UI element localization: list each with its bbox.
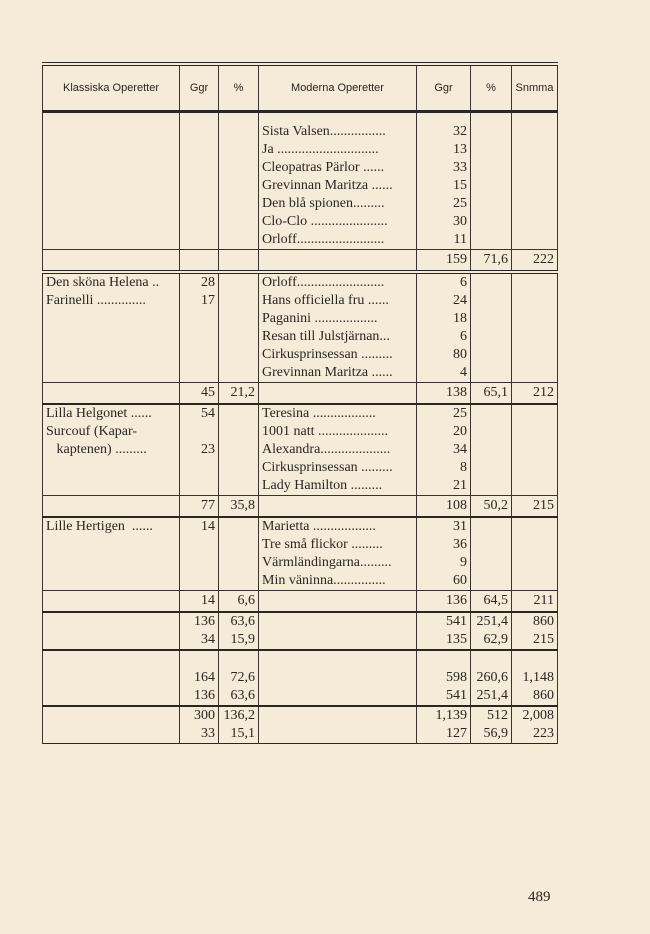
classic-title-cell bbox=[43, 231, 180, 250]
sum-cell bbox=[512, 213, 558, 231]
modern-title-cell: Alexandra.................... bbox=[259, 441, 417, 459]
modern-title-cell bbox=[259, 669, 417, 687]
modern-count-cell: 9 bbox=[417, 554, 471, 572]
header-moderna-operetter: Moderna Operetter bbox=[259, 64, 417, 112]
classic-title-cell bbox=[43, 536, 180, 554]
classic-percent-cell: 35,8 bbox=[219, 496, 259, 518]
modern-percent-cell bbox=[471, 423, 512, 441]
header-percent-moderna: % bbox=[471, 64, 512, 112]
table-header-row bbox=[43, 64, 558, 112]
subtotal-row bbox=[43, 496, 558, 518]
modern-count-cell bbox=[417, 112, 471, 124]
sum-cell: 215 bbox=[512, 631, 558, 650]
classic-percent-cell bbox=[219, 572, 259, 591]
classic-count-cell bbox=[180, 213, 219, 231]
modern-count-cell: 25 bbox=[417, 404, 471, 423]
classic-count-cell: 17 bbox=[180, 292, 219, 310]
modern-title-cell: Orloff......................... bbox=[259, 272, 417, 292]
classic-percent-cell bbox=[219, 554, 259, 572]
classic-title-cell bbox=[43, 310, 180, 328]
modern-percent-cell bbox=[471, 159, 512, 177]
classic-title-cell bbox=[43, 250, 180, 273]
sum-cell: 215 bbox=[512, 496, 558, 518]
table-row bbox=[43, 177, 558, 195]
modern-title-cell bbox=[259, 112, 417, 124]
classic-count-cell: 54 bbox=[180, 404, 219, 423]
modern-percent-cell: 260,6 bbox=[471, 669, 512, 687]
modern-count-cell: 24 bbox=[417, 292, 471, 310]
classic-count-cell bbox=[180, 310, 219, 328]
modern-percent-cell bbox=[471, 364, 512, 383]
modern-percent-cell bbox=[471, 459, 512, 477]
classic-title-cell bbox=[43, 477, 180, 496]
classic-title-cell bbox=[43, 123, 180, 141]
modern-count-cell: 135 bbox=[417, 631, 471, 650]
modern-title-cell: Grevinnan Maritza ...... bbox=[259, 364, 417, 383]
sum-cell: 1,148 bbox=[512, 669, 558, 687]
classic-percent-cell bbox=[219, 195, 259, 213]
modern-count-cell: 13 bbox=[417, 141, 471, 159]
table-row bbox=[43, 687, 558, 706]
sum-cell bbox=[512, 346, 558, 364]
classic-count-cell: 14 bbox=[180, 591, 219, 613]
classic-percent-cell bbox=[219, 310, 259, 328]
modern-percent-cell: 71,6 bbox=[471, 250, 512, 273]
classic-title-cell bbox=[43, 346, 180, 364]
sum-cell bbox=[512, 459, 558, 477]
sum-cell bbox=[512, 123, 558, 141]
classic-percent-cell bbox=[219, 536, 259, 554]
modern-count-cell: 60 bbox=[417, 572, 471, 591]
classic-count-cell bbox=[180, 141, 219, 159]
classic-title-cell bbox=[43, 631, 180, 650]
classic-count-cell: 77 bbox=[180, 496, 219, 518]
classic-percent-cell bbox=[219, 141, 259, 159]
classic-percent-cell: 21,2 bbox=[219, 383, 259, 405]
modern-percent-cell bbox=[471, 650, 512, 669]
modern-title-cell: Cleopatras Pärlor ...... bbox=[259, 159, 417, 177]
classic-percent-cell bbox=[219, 650, 259, 669]
modern-percent-cell bbox=[471, 213, 512, 231]
sum-cell bbox=[512, 517, 558, 536]
modern-title-cell bbox=[259, 250, 417, 273]
sum-cell bbox=[512, 650, 558, 669]
classic-count-cell: 28 bbox=[180, 272, 219, 292]
table-row bbox=[43, 441, 558, 459]
classic-percent-cell bbox=[219, 423, 259, 441]
modern-count-cell: 4 bbox=[417, 364, 471, 383]
classic-title-cell bbox=[43, 364, 180, 383]
classic-percent-cell: 72,6 bbox=[219, 669, 259, 687]
modern-title-cell: Den blå spionen......... bbox=[259, 195, 417, 213]
modern-percent-cell bbox=[471, 141, 512, 159]
modern-title-cell bbox=[259, 631, 417, 650]
classic-percent-cell: 63,6 bbox=[219, 612, 259, 631]
classic-count-cell: 14 bbox=[180, 517, 219, 536]
modern-percent-cell bbox=[471, 292, 512, 310]
modern-title-cell: Värmländingarna......... bbox=[259, 554, 417, 572]
modern-percent-cell bbox=[471, 536, 512, 554]
classic-count-cell bbox=[180, 477, 219, 496]
classic-count-cell: 34 bbox=[180, 631, 219, 650]
modern-title-cell: Marietta .................. bbox=[259, 517, 417, 536]
sum-cell bbox=[512, 423, 558, 441]
header-summa: Snmma bbox=[512, 64, 558, 112]
classic-title-cell: Lille Hertigen ...... bbox=[43, 517, 180, 536]
modern-count-cell: 31 bbox=[417, 517, 471, 536]
modern-percent-cell: 251,4 bbox=[471, 687, 512, 706]
modern-title-cell bbox=[259, 496, 417, 518]
modern-percent-cell bbox=[471, 441, 512, 459]
classic-percent-cell bbox=[219, 346, 259, 364]
modern-count-cell: 32 bbox=[417, 123, 471, 141]
table-row bbox=[43, 272, 558, 292]
table-row bbox=[43, 650, 558, 669]
table-row bbox=[43, 310, 558, 328]
classic-title-cell bbox=[43, 687, 180, 706]
classic-count-cell bbox=[180, 250, 219, 273]
sum-cell: 860 bbox=[512, 687, 558, 706]
modern-percent-cell: 56,9 bbox=[471, 725, 512, 744]
modern-title-cell: 1001 natt .................... bbox=[259, 423, 417, 441]
modern-count-cell: 108 bbox=[417, 496, 471, 518]
modern-title-cell: Hans officiella fru ...... bbox=[259, 292, 417, 310]
classic-percent-cell bbox=[219, 328, 259, 346]
modern-count-cell: 34 bbox=[417, 441, 471, 459]
subtotal-row bbox=[43, 250, 558, 273]
classic-title-cell bbox=[43, 195, 180, 213]
sum-cell: 2,008 bbox=[512, 706, 558, 725]
modern-count-cell: 33 bbox=[417, 159, 471, 177]
classic-count-cell: 164 bbox=[180, 669, 219, 687]
modern-count-cell: 20 bbox=[417, 423, 471, 441]
table-row bbox=[43, 364, 558, 383]
modern-count-cell: 21 bbox=[417, 477, 471, 496]
sum-cell bbox=[512, 272, 558, 292]
modern-percent-cell: 65,1 bbox=[471, 383, 512, 405]
modern-percent-cell: 251,4 bbox=[471, 612, 512, 631]
table-row bbox=[43, 423, 558, 441]
modern-count-cell: 136 bbox=[417, 591, 471, 613]
modern-count-cell: 541 bbox=[417, 612, 471, 631]
modern-count-cell: 6 bbox=[417, 328, 471, 346]
sum-cell bbox=[512, 141, 558, 159]
modern-percent-cell bbox=[471, 517, 512, 536]
table-row bbox=[43, 669, 558, 687]
sum-cell bbox=[512, 159, 558, 177]
classic-percent-cell: 15,9 bbox=[219, 631, 259, 650]
sum-cell bbox=[512, 112, 558, 124]
classic-percent-cell bbox=[219, 250, 259, 273]
modern-title-cell: Resan till Julstjärnan... bbox=[259, 328, 417, 346]
table-row bbox=[43, 404, 558, 423]
sum-cell bbox=[512, 177, 558, 195]
modern-title-cell: Ja ............................. bbox=[259, 141, 417, 159]
sum-cell bbox=[512, 554, 558, 572]
table-row bbox=[43, 572, 558, 591]
classic-percent-cell bbox=[219, 231, 259, 250]
table-row bbox=[43, 554, 558, 572]
sum-cell bbox=[512, 572, 558, 591]
modern-count-cell: 18 bbox=[417, 310, 471, 328]
table-row bbox=[43, 141, 558, 159]
modern-percent-cell bbox=[471, 195, 512, 213]
classic-count-cell bbox=[180, 231, 219, 250]
classic-count-cell bbox=[180, 112, 219, 124]
subtotal-row bbox=[43, 383, 558, 405]
modern-percent-cell bbox=[471, 272, 512, 292]
classic-percent-cell bbox=[219, 213, 259, 231]
classic-title-cell bbox=[43, 141, 180, 159]
classic-percent-cell bbox=[219, 517, 259, 536]
classic-percent-cell bbox=[219, 112, 259, 124]
modern-title-cell bbox=[259, 591, 417, 613]
table-row bbox=[43, 612, 558, 631]
classic-count-cell bbox=[180, 195, 219, 213]
modern-count-cell: 25 bbox=[417, 195, 471, 213]
classic-title-cell bbox=[43, 213, 180, 231]
sum-cell: 211 bbox=[512, 591, 558, 613]
classic-percent-cell bbox=[219, 272, 259, 292]
table-row bbox=[43, 459, 558, 477]
modern-percent-cell bbox=[471, 310, 512, 328]
table-row bbox=[43, 517, 558, 536]
classic-title-cell bbox=[43, 572, 180, 591]
modern-percent-cell: 62,9 bbox=[471, 631, 512, 650]
classic-count-cell bbox=[180, 423, 219, 441]
modern-count-cell bbox=[417, 650, 471, 669]
classic-title-cell: Farinelli .............. bbox=[43, 292, 180, 310]
sum-cell: 223 bbox=[512, 725, 558, 744]
classic-count-cell bbox=[180, 328, 219, 346]
modern-count-cell: 36 bbox=[417, 536, 471, 554]
classic-title-cell bbox=[43, 554, 180, 572]
classic-count-cell bbox=[180, 572, 219, 591]
modern-count-cell: 30 bbox=[417, 213, 471, 231]
modern-title-cell: Orloff......................... bbox=[259, 231, 417, 250]
classic-count-cell bbox=[180, 159, 219, 177]
table-row bbox=[43, 536, 558, 554]
table-row bbox=[43, 725, 558, 744]
modern-title-cell: Cirkusprinsessan ......... bbox=[259, 459, 417, 477]
classic-percent-cell bbox=[219, 177, 259, 195]
sum-cell bbox=[512, 404, 558, 423]
classic-title-cell bbox=[43, 383, 180, 405]
header-klassiska-operetter: Klassiska Operetter bbox=[43, 64, 180, 112]
classic-percent-cell bbox=[219, 292, 259, 310]
modern-percent-cell bbox=[471, 572, 512, 591]
modern-count-cell: 1,139 bbox=[417, 706, 471, 725]
classic-count-cell: 136 bbox=[180, 687, 219, 706]
modern-title-cell: Cirkusprinsessan ......... bbox=[259, 346, 417, 364]
sum-cell: 212 bbox=[512, 383, 558, 405]
classic-title-cell bbox=[43, 112, 180, 124]
modern-count-cell: 598 bbox=[417, 669, 471, 687]
modern-count-cell: 159 bbox=[417, 250, 471, 273]
modern-percent-cell bbox=[471, 477, 512, 496]
modern-percent-cell bbox=[471, 554, 512, 572]
table-row bbox=[43, 195, 558, 213]
header-ggr-moderna: Ggr bbox=[417, 64, 471, 112]
sum-cell bbox=[512, 477, 558, 496]
sum-cell: 222 bbox=[512, 250, 558, 273]
sum-cell bbox=[512, 231, 558, 250]
classic-title-cell bbox=[43, 725, 180, 744]
header-percent-klassiska: % bbox=[219, 64, 259, 112]
table-row bbox=[43, 292, 558, 310]
modern-percent-cell bbox=[471, 404, 512, 423]
classic-count-cell bbox=[180, 364, 219, 383]
header-ggr-klassiska: Ggr bbox=[180, 64, 219, 112]
classic-count-cell bbox=[180, 123, 219, 141]
classic-count-cell: 136 bbox=[180, 612, 219, 631]
operetta-statistics-table bbox=[42, 62, 558, 744]
classic-count-cell: 23 bbox=[180, 441, 219, 459]
modern-title-cell: Sista Valsen................ bbox=[259, 123, 417, 141]
classic-percent-cell bbox=[219, 477, 259, 496]
modern-count-cell: 80 bbox=[417, 346, 471, 364]
classic-count-cell: 33 bbox=[180, 725, 219, 744]
classic-count-cell bbox=[180, 554, 219, 572]
modern-percent-cell bbox=[471, 123, 512, 141]
table-row bbox=[43, 159, 558, 177]
classic-percent-cell bbox=[219, 404, 259, 423]
sum-cell bbox=[512, 441, 558, 459]
sum-cell bbox=[512, 310, 558, 328]
classic-title-cell bbox=[43, 591, 180, 613]
classic-percent-cell bbox=[219, 459, 259, 477]
classic-count-cell bbox=[180, 650, 219, 669]
modern-title-cell bbox=[259, 650, 417, 669]
table-row bbox=[43, 346, 558, 364]
page-number: 489 bbox=[528, 889, 551, 905]
modern-count-cell: 127 bbox=[417, 725, 471, 744]
classic-count-cell: 45 bbox=[180, 383, 219, 405]
modern-percent-cell: 64,5 bbox=[471, 591, 512, 613]
modern-percent-cell bbox=[471, 231, 512, 250]
classic-percent-cell: 6,6 bbox=[219, 591, 259, 613]
modern-percent-cell: 50,2 bbox=[471, 496, 512, 518]
classic-title-cell: Den sköna Helena .. bbox=[43, 272, 180, 292]
classic-title-cell bbox=[43, 650, 180, 669]
classic-title-cell bbox=[43, 459, 180, 477]
modern-title-cell: Lady Hamilton ......... bbox=[259, 477, 417, 496]
classic-title-cell: Surcouf (Kapar- bbox=[43, 423, 180, 441]
classic-count-cell bbox=[180, 346, 219, 364]
modern-title-cell: Tre små flickor ......... bbox=[259, 536, 417, 554]
classic-percent-cell: 63,6 bbox=[219, 687, 259, 706]
modern-title-cell: Grevinnan Maritza ...... bbox=[259, 177, 417, 195]
table-row bbox=[43, 477, 558, 496]
sum-cell bbox=[512, 292, 558, 310]
modern-title-cell: Paganini .................. bbox=[259, 310, 417, 328]
classic-title-cell: kaptenen) ......... bbox=[43, 441, 180, 459]
modern-title-cell bbox=[259, 725, 417, 744]
classic-percent-cell: 136,2 bbox=[219, 706, 259, 725]
table-row bbox=[43, 123, 558, 141]
table-row bbox=[43, 328, 558, 346]
classic-count-cell bbox=[180, 459, 219, 477]
classic-title-cell bbox=[43, 328, 180, 346]
classic-count-cell bbox=[180, 536, 219, 554]
modern-title-cell bbox=[259, 383, 417, 405]
sum-cell: 860 bbox=[512, 612, 558, 631]
classic-title-cell bbox=[43, 706, 180, 725]
classic-percent-cell bbox=[219, 123, 259, 141]
classic-title-cell bbox=[43, 669, 180, 687]
modern-count-cell: 11 bbox=[417, 231, 471, 250]
modern-count-cell: 541 bbox=[417, 687, 471, 706]
classic-title-cell bbox=[43, 177, 180, 195]
sum-cell bbox=[512, 328, 558, 346]
table-row bbox=[43, 112, 558, 124]
sum-cell bbox=[512, 195, 558, 213]
modern-count-cell: 15 bbox=[417, 177, 471, 195]
classic-title-cell: Lilla Helgonet ...... bbox=[43, 404, 180, 423]
classic-percent-cell bbox=[219, 441, 259, 459]
modern-count-cell: 8 bbox=[417, 459, 471, 477]
modern-title-cell bbox=[259, 706, 417, 725]
modern-count-cell: 6 bbox=[417, 272, 471, 292]
classic-percent-cell bbox=[219, 159, 259, 177]
sum-cell bbox=[512, 364, 558, 383]
classic-count-cell bbox=[180, 177, 219, 195]
modern-percent-cell bbox=[471, 112, 512, 124]
modern-percent-cell bbox=[471, 177, 512, 195]
table-row bbox=[43, 231, 558, 250]
modern-percent-cell: 512 bbox=[471, 706, 512, 725]
table-row bbox=[43, 213, 558, 231]
classic-title-cell bbox=[43, 159, 180, 177]
modern-title-cell bbox=[259, 687, 417, 706]
classic-count-cell: 300 bbox=[180, 706, 219, 725]
modern-title-cell bbox=[259, 612, 417, 631]
modern-count-cell: 138 bbox=[417, 383, 471, 405]
modern-title-cell: Min väninna............... bbox=[259, 572, 417, 591]
classic-title-cell bbox=[43, 612, 180, 631]
sum-cell bbox=[512, 536, 558, 554]
classic-percent-cell: 15,1 bbox=[219, 725, 259, 744]
classic-percent-cell bbox=[219, 364, 259, 383]
table-row bbox=[43, 631, 558, 650]
table-row bbox=[43, 706, 558, 725]
modern-title-cell: Clo-Clo ...................... bbox=[259, 213, 417, 231]
subtotal-row bbox=[43, 591, 558, 613]
modern-percent-cell bbox=[471, 328, 512, 346]
modern-percent-cell bbox=[471, 346, 512, 364]
classic-title-cell bbox=[43, 496, 180, 518]
modern-title-cell: Teresina .................. bbox=[259, 404, 417, 423]
